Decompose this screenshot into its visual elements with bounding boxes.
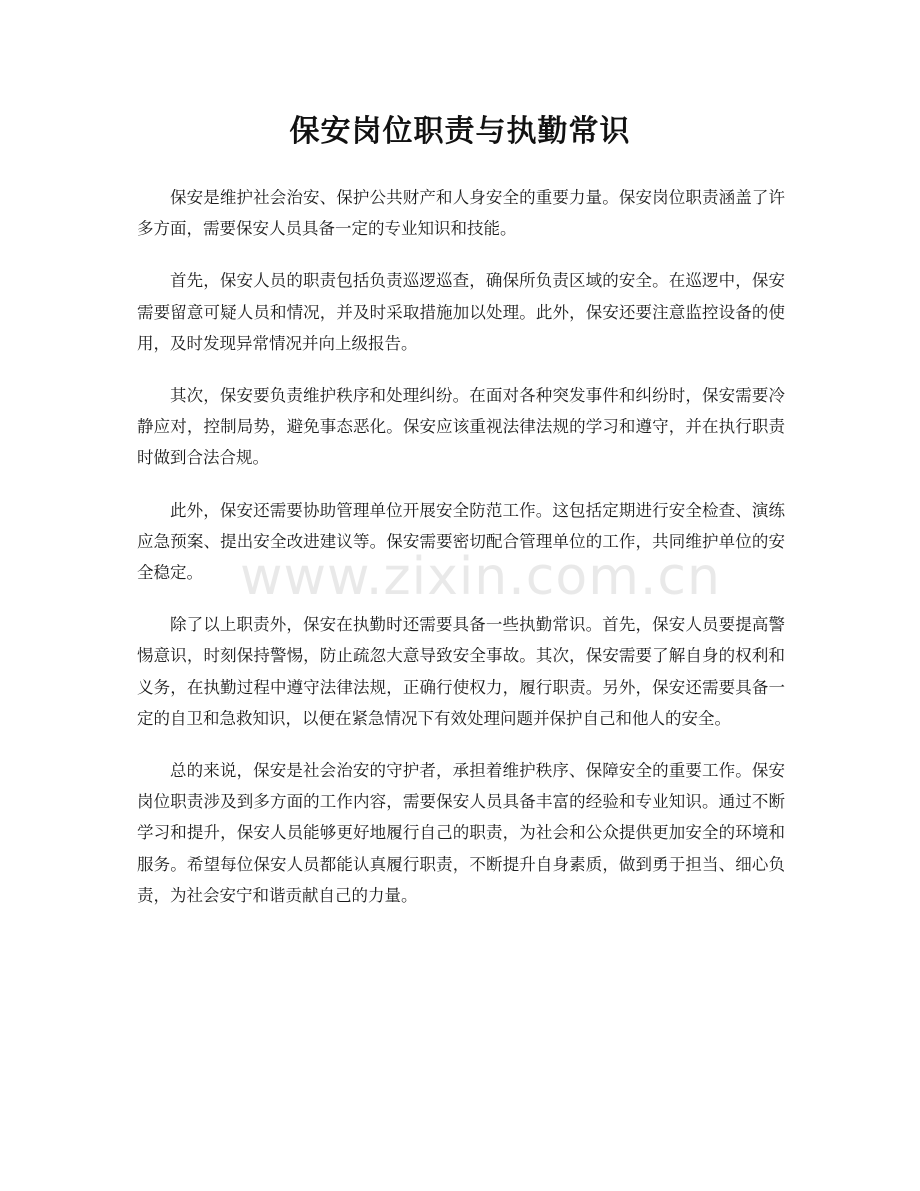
document-body — [137, 182, 785, 932]
paragraph-6: 总的来说，保安是社会治安的守护者，承担着维护秩序、保障安全的重要工作。保安岗位职责涉及到多方面的工作内容，需要保安人员具备丰富的经验和专业知识。通过不断学习和提升，保安人员能够更好地履行自己的职责，为社会和公众提供更加安全的环境和服务。希望每位保安人员都能认真履行职责，不断提升自身素质，做到勇于担当、细心负责，为社会安宁和谐贡献自己的力量。 — [137, 761, 785, 905]
document-title: 保安岗位职责与执勤常识 — [289, 114, 631, 149]
watermark: www.zixin.com.cn — [240, 547, 721, 607]
paragraph-4: 此外，保安还需要协助管理单位开展安全防范工作。这包括定期进行安全检查、演练应急预案、提出安全改进建议等。保安需要密切配合管理单位的工作，共同维护单位的安全稳定。 — [137, 500, 785, 583]
paragraph-1: 保安是维护社会治安、保护公共财产和人身安全的重要力量。保安岗位职责涵盖了许多方面，需要保安人员具备一定的专业知识和技能。 — [137, 188, 785, 239]
paragraph-5: 除了以上职责外，保安在执勤时还需要具备一些执勤常识。首先，保安人员要提高警惕意识，时刻保持警惕，防止疏忽大意导致安全事故。其次，保安需要了解自身的权利和义务，在执勤过程中遵守法律法规，正确行使权力，履行职责。另外，保安还需要具备一定的自卫和急救知识，以便在紧急情况下有效处理问题并保护自己和他人的安全。 — [137, 615, 785, 728]
paragraph-2: 首先，保安人员的职责包括负责巡逻巡查，确保所负责区域的安全。在巡逻中，保安需要留意可疑人员和情况，并及时采取措施加以处理。此外，保安还要注意监控设备的使用，及时发现异常情况并向上级报告。 — [137, 271, 785, 353]
paragraph-3: 其次，保安要负责维护秩序和处理纠纷。在面对各种突发事件和纠纷时，保安需要冷静应对，控制局势，避免事态恶化。保安应该重视法律法规的学习和遵守，并在执行职责时做到合法合规。 — [137, 386, 785, 468]
